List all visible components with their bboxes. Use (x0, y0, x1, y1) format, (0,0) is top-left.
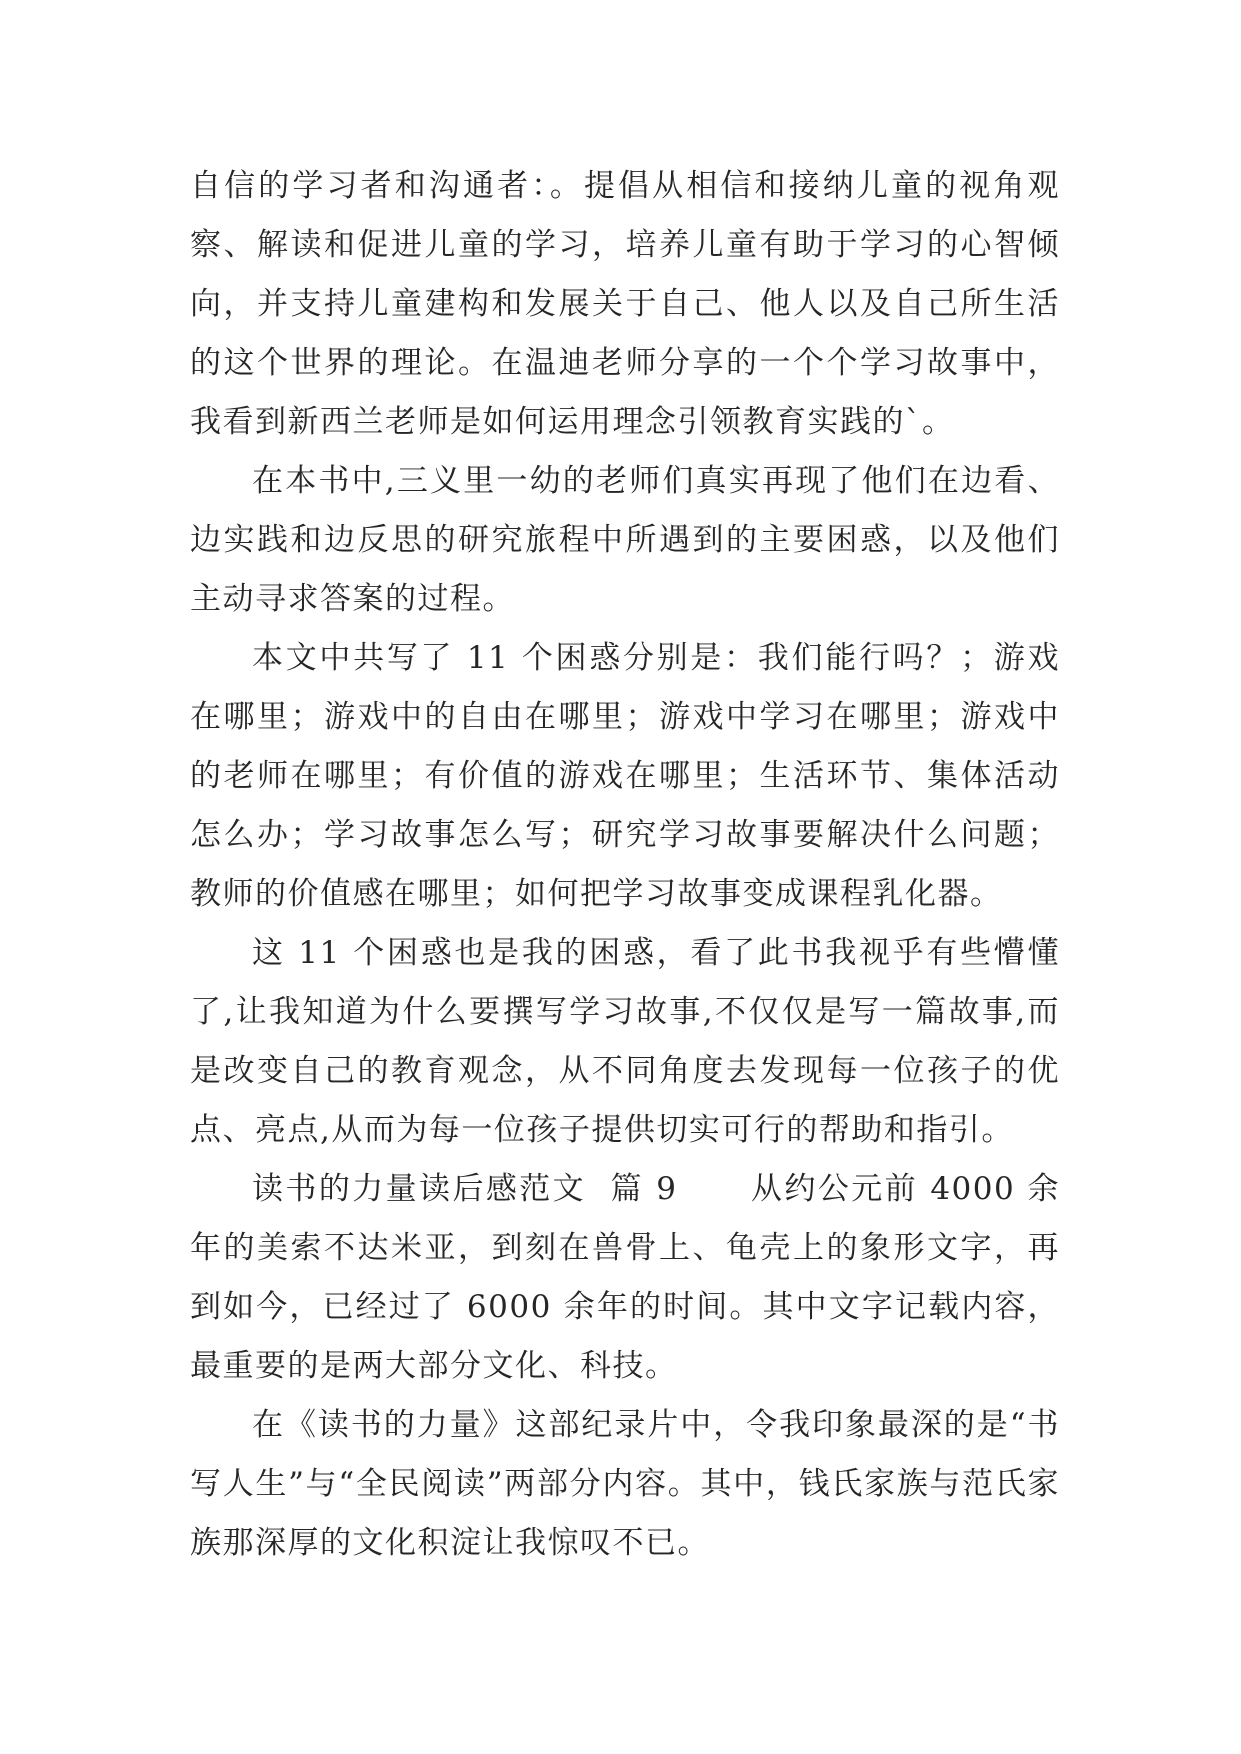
body-text (190, 157, 1060, 1573)
paragraph-5: 读书的力量读后感范文 篇 9 从约公元前 4000 余年的美索不达米亚，到刻在兽骨上、龟壳上的象形文字，再到如今，已经过了 6000 余年的时间。其中文字记载内容，最重要的是两大部分文化、科技。 (190, 1171, 1060, 1384)
paragraph-1: 自信的学习者和沟通者：。提倡从相信和接纳儿童的视角观察、解读和促进儿童的学习，培养儿童有助于学习的心智倾向，并支持儿童建构和发展关于自己、他人以及自己所生活的这个世界的理论。在温迪老师分享的一个个学习故事中，我看到新西兰老师是如何运用理念引领教育实践的`。 (190, 168, 1060, 440)
paragraph-2: 在本书中,三义里一幼的老师们真实再现了他们在边看、边实践和边反思的研究旅程中所遇到的主要困惑，以及他们主动寻求答案的过程。 (190, 463, 1060, 617)
paragraph-3: 本文中共写了 11 个困惑分别是：我们能行吗？；游戏在哪里；游戏中的自由在哪里；游戏中学习在哪里；游戏中的老师在哪里；有价值的游戏在哪里；生活环节、集体活动怎么办；学习故事怎么写；研究学习故事要解决什么问题；教师的价值感在哪里；如何把学习故事变成课程乳化器。 (190, 640, 1060, 912)
paragraph-6: 在《读书的力量》这部纪录片中，令我印象最深的是“书写人生”与“全民阅读”两部分内容。其中，钱氏家族与范氏家族那深厚的文化积淀让我惊叹不已。 (190, 1407, 1060, 1561)
paragraph-4: 这 11 个困惑也是我的困惑，看了此书我视乎有些懵懂了,让我知道为什么要撰写学习故事,不仅仅是写一篇故事,而是改变自己的教育观念，从不同角度去发现每一位孩子的优点、亮点,从而为每一位孩子提供切实可行的帮助和指引。 (190, 935, 1060, 1148)
